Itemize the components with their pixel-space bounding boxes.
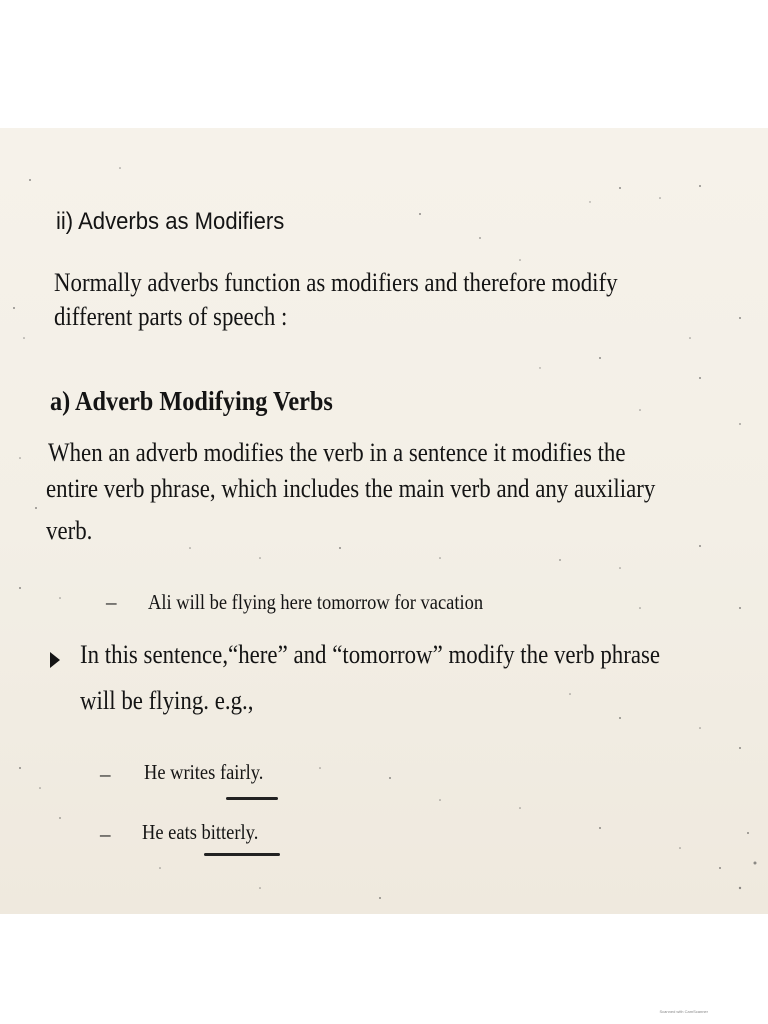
scan-noise [0,128,768,914]
body-line-3: verb. [46,516,93,545]
bullet-line-1: In this sentence,“here” and “tomorrow” modify the verb phrase [80,640,661,669]
scanner-watermark: Scanned with CamScanner [659,1009,708,1014]
underline-mark-2 [204,853,280,856]
example-sentence-2: He writes fairly. [144,760,264,784]
example-dash-2: – [100,762,111,786]
example-dash-1: – [106,590,117,614]
example-sentence-3: He eats bitterly. [142,820,259,844]
body-line-2: entire verb phrase, which includes the main verb and any auxiliary [46,474,656,503]
intro-line-2: different parts of speech : [54,302,288,331]
example-sentence-1: Ali will be flying here tomorrow for vacation [148,590,484,614]
example-dash-3: – [100,822,111,846]
body-line-1: When an adverb modifies the verb in a sentence it modifies the [48,438,626,467]
scanned-page [0,128,768,914]
intro-line-1: Normally adverbs function as modifiers and therefore modify [54,268,618,297]
underline-mark-1 [226,797,278,800]
bullet-arrow-icon [50,652,60,668]
subsection-heading: a) Adverb Modifying Verbs [50,386,333,416]
section-heading: ii) Adverbs as Modifiers [56,208,285,235]
bullet-line-2: will be flying. e.g., [80,686,254,715]
